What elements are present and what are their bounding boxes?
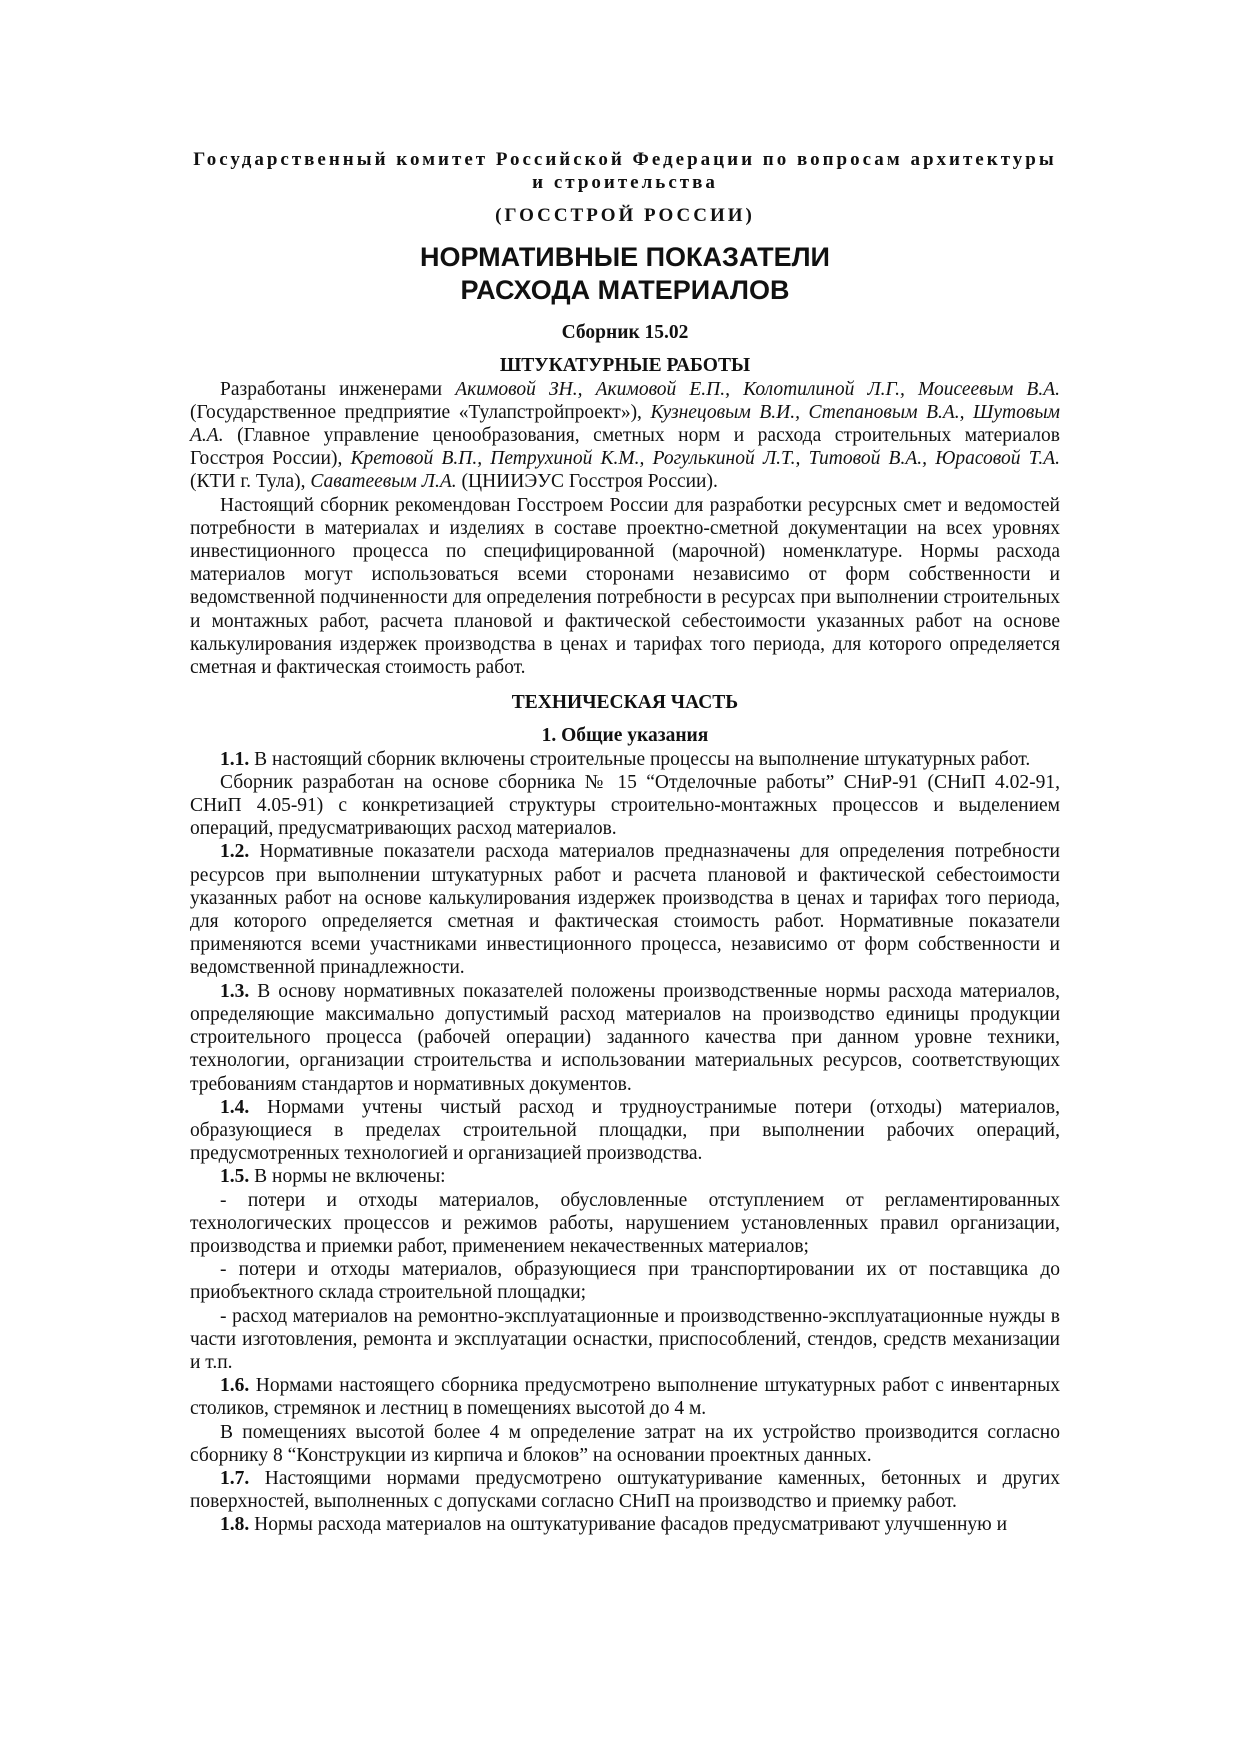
organization-line-2: и строительства — [532, 172, 718, 193]
document-page — [190, 148, 1060, 1537]
section-1-2 — [190, 840, 1060, 979]
section-text: Нормами настоящего сборника предусмотрено выполнение штукатурных работ с инвентарных столиков, стремянок и лестниц в помещениях высотой до 4 м. — [190, 1375, 1060, 1420]
section-1-6 — [190, 1374, 1060, 1420]
authors-text-2: (Государственное предприятие «Тулапстройпроект»), — [190, 401, 651, 423]
section-1-6-continued: В помещениях высотой более 4 м определение затрат на их устройство производится согласно сборнику 8 “Конструкции из кирпича и блоков” на основании проектных данных. — [190, 1421, 1060, 1466]
section-1-5-item-b: - потери и отходы материалов, образующиеся при транспортировании их от поставщика до приобъектного склада строительной площадки; — [190, 1259, 1060, 1304]
section-number: 1.3. — [220, 980, 250, 1002]
authors-text-1: Разработаны инженерами — [220, 378, 456, 400]
gosstroy-label: (ГОССТРОЙ РОССИИ) — [495, 205, 755, 226]
section-number: 1.8. — [220, 1514, 250, 1536]
technical-part-heading: ТЕХНИЧЕСКАЯ ЧАСТЬ — [511, 692, 739, 714]
authors-text-3: (Главное управление ценообразования, сметных норм и расхода строительных материалов Госстроя России), — [190, 425, 1060, 470]
title-line-1: НОРМАТИВНЫЕ ПОКАЗАТЕЛИ — [420, 242, 830, 273]
authors-paragraph — [190, 378, 1060, 494]
section-number: 1.4. — [220, 1096, 250, 1118]
collection-number: Сборник 15.02 — [561, 322, 689, 344]
section-number: 1.1. — [220, 748, 250, 770]
organization-line-1: Государственный комитет Российской Федерации по вопросам архитектуры — [193, 149, 1057, 170]
section-number: 1.7. — [220, 1467, 250, 1489]
document-title — [190, 241, 1060, 307]
section-1-3 — [190, 980, 1060, 1096]
section-1-5-item-c: - расход материалов на ремонтно-эксплуатационные и производственно-эксплуатационные нужды в части изготовления, ремонта и эксплуатации оснастки, приспособлений, стендов, средств механизации и т.п. — [190, 1305, 1060, 1373]
section-text: Настоящими нормами предусмотрено оштукатуривание каменных, бетонных и других поверхностей, выполненных с допусками согласно СНиП на производство и приемку работ. — [190, 1467, 1060, 1513]
section-1-5-item-a: - потери и отходы материалов, обусловленные отступлением от регламентированных технологических процессов и режимов работы, нарушением установленных правил организации, производства и приемки работ, применением некачественных материалов; — [190, 1189, 1060, 1257]
authors-names-1: Акимовой ЗН., Акимовой Е.П., Колотилиной Л.Г., Моисеевым В.А. — [455, 378, 1060, 400]
authors-names-4: Саватеевым Л.А. — [310, 471, 457, 493]
section-1-4 — [190, 1096, 1060, 1166]
authors-text-4: (КТИ г. Тула), — [190, 471, 311, 493]
title-line-2: РАСХОДА МАТЕРИАЛОВ — [460, 275, 790, 306]
authors-names-2: Кузнецовым В.И., Степановым В.А., Шутовым А.А. — [190, 401, 1060, 447]
section-1-8 — [190, 1513, 1060, 1536]
section-1-1 — [190, 748, 1060, 771]
section-1-1-continued: Сборник разработан на основе сборника № 15 “Отделочные работы” СНиР-91 (СНиП 4.02-91, СНиП 4.05-91) с конкретизацией структуры строительно-монтажных процессов и выделением операций, предусматривающих расход материалов. — [190, 771, 1060, 840]
works-title: ШТУКАТУРНЫЕ РАБОТЫ — [499, 355, 751, 377]
section-text: В основу нормативных показателей положены производственные нормы расхода материалов, определяющие максимально допустимый расход материалов на производство единицы продукции строительного процесса (рабочей операции) заданного качества при данном уровне техники, технологии, организации строительства и использовании материальных ресурсов, соответствующих требованиям стандартов и нормативных документов. — [190, 980, 1060, 1095]
intro-paragraph: Настоящий сборник рекомендован Госстроем России для разработки ресурсных смет и ведомостей потребности в материалах и изделиях в составе проектно-сметной документации на всех уровнях инвестиционного процесса по специфицированной (марочной) номенклатуре. Нормы расхода материалов могут использоваться всеми сторонами независимо от форм собственности и ведомственной подчиненности для определения потребности в ресурсах при выполнении строительных и монтажных работ, расчета плановой и фактической себестоимости указанных работ на основе калькулирования издержек производства в ценах и тарифах того периода, для которого определяется сметная и фактическая стоимость работ. — [190, 494, 1060, 679]
section-text: Нормы расхода материалов на оштукатуривание фасадов предусматривают улучшенную и — [249, 1514, 1008, 1536]
section-text: В настоящий сборник включены строительные процессы на выполнение штукатурных работ. — [249, 748, 1031, 770]
authors-names-3: Кретовой В.П., Петрухиной К.М., Рогулькиной Л.Т., Титовой В.А., Юрасовой Т.А. — [350, 448, 1060, 470]
section-1-7 — [190, 1467, 1060, 1513]
section-1-5 — [190, 1165, 1060, 1188]
section-number: 1.6. — [220, 1375, 250, 1397]
section-number: 1.5. — [220, 1166, 250, 1188]
section-text: В нормы не включены: — [249, 1166, 446, 1188]
general-instructions-heading: 1. Общие указания — [541, 725, 709, 747]
section-number: 1.2. — [220, 841, 250, 863]
authors-text-5: (ЦНИИЭУС Госстроя России). — [456, 471, 718, 493]
organization-name — [190, 148, 1060, 194]
section-text: Нормами учтены чистый расход и трудноустранимые потери (отходы) материалов, образующиеся в пределах строительной площадки, при выполнении рабочих операций, предусмотренных технологией и организацией производства. — [190, 1096, 1060, 1165]
section-text: Нормативные показатели расхода материалов предназначены для определения потребности ресурсов при выполнении штукатурных работ и расчета плановой и фактической себестоимости указанных работ на основе калькулирования издержек производства в ценах и тарифах того периода, для которого определяется сметная и фактическая стоимость работ. Нормативные показатели применяются всеми участниками инвестиционного процесса, независимо от форм собственности и ведомственной принадлежности. — [190, 841, 1060, 979]
